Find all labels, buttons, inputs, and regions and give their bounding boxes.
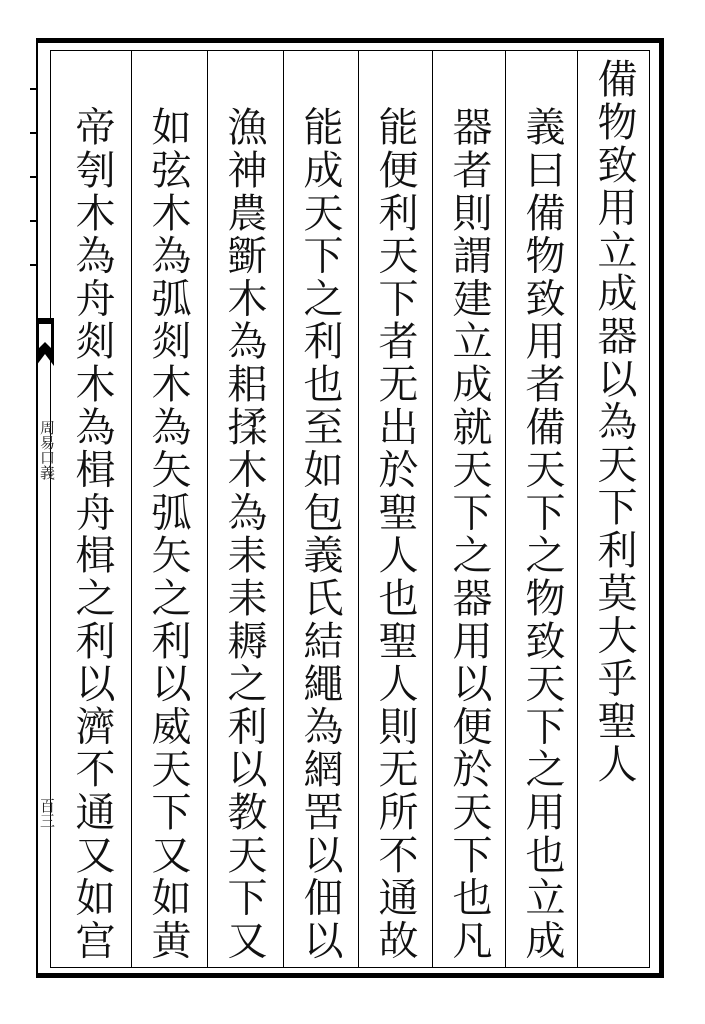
margin-tick	[30, 132, 36, 134]
text-column-1: 備物致用立成器以為天下利莫大乎聖人	[591, 58, 637, 786]
column-divider	[505, 50, 506, 968]
text-column-8: 帝刳木為舟剡木為楫舟楫之利以濟不通又如宫	[69, 106, 115, 962]
margin-book-title: 周易口義	[38, 420, 56, 480]
margin-tick	[30, 220, 36, 222]
fishtail-mark	[36, 318, 54, 366]
margin-tick	[30, 264, 36, 266]
text-column-7: 如弦木為弧剡木為矢弧矢之利以威天下又如黄	[145, 106, 191, 962]
margin-tick	[30, 176, 36, 178]
column-divider	[283, 50, 284, 968]
column-divider	[131, 50, 132, 968]
column-divider	[207, 50, 208, 968]
text-column-5: 能成天下之利也至如包義氏結繩為網罟以佃以	[297, 106, 343, 962]
text-column-2: 義曰備物致用者備天下之物致天下之用也立成	[519, 106, 565, 962]
column-divider	[432, 50, 433, 968]
margin-page-number: 百三	[38, 798, 56, 828]
column-divider	[358, 50, 359, 968]
text-column-4: 能便利天下者无出於聖人也聖人則无所不通故	[372, 106, 418, 962]
text-column-6: 漁神農斵木為耜揉木為耒耒耨之利以教天下又	[221, 106, 267, 962]
margin-tick	[30, 88, 36, 90]
column-divider	[577, 50, 578, 968]
text-column-3: 器者則謂建立成就天下之器用以便於天下也凡	[446, 106, 492, 962]
